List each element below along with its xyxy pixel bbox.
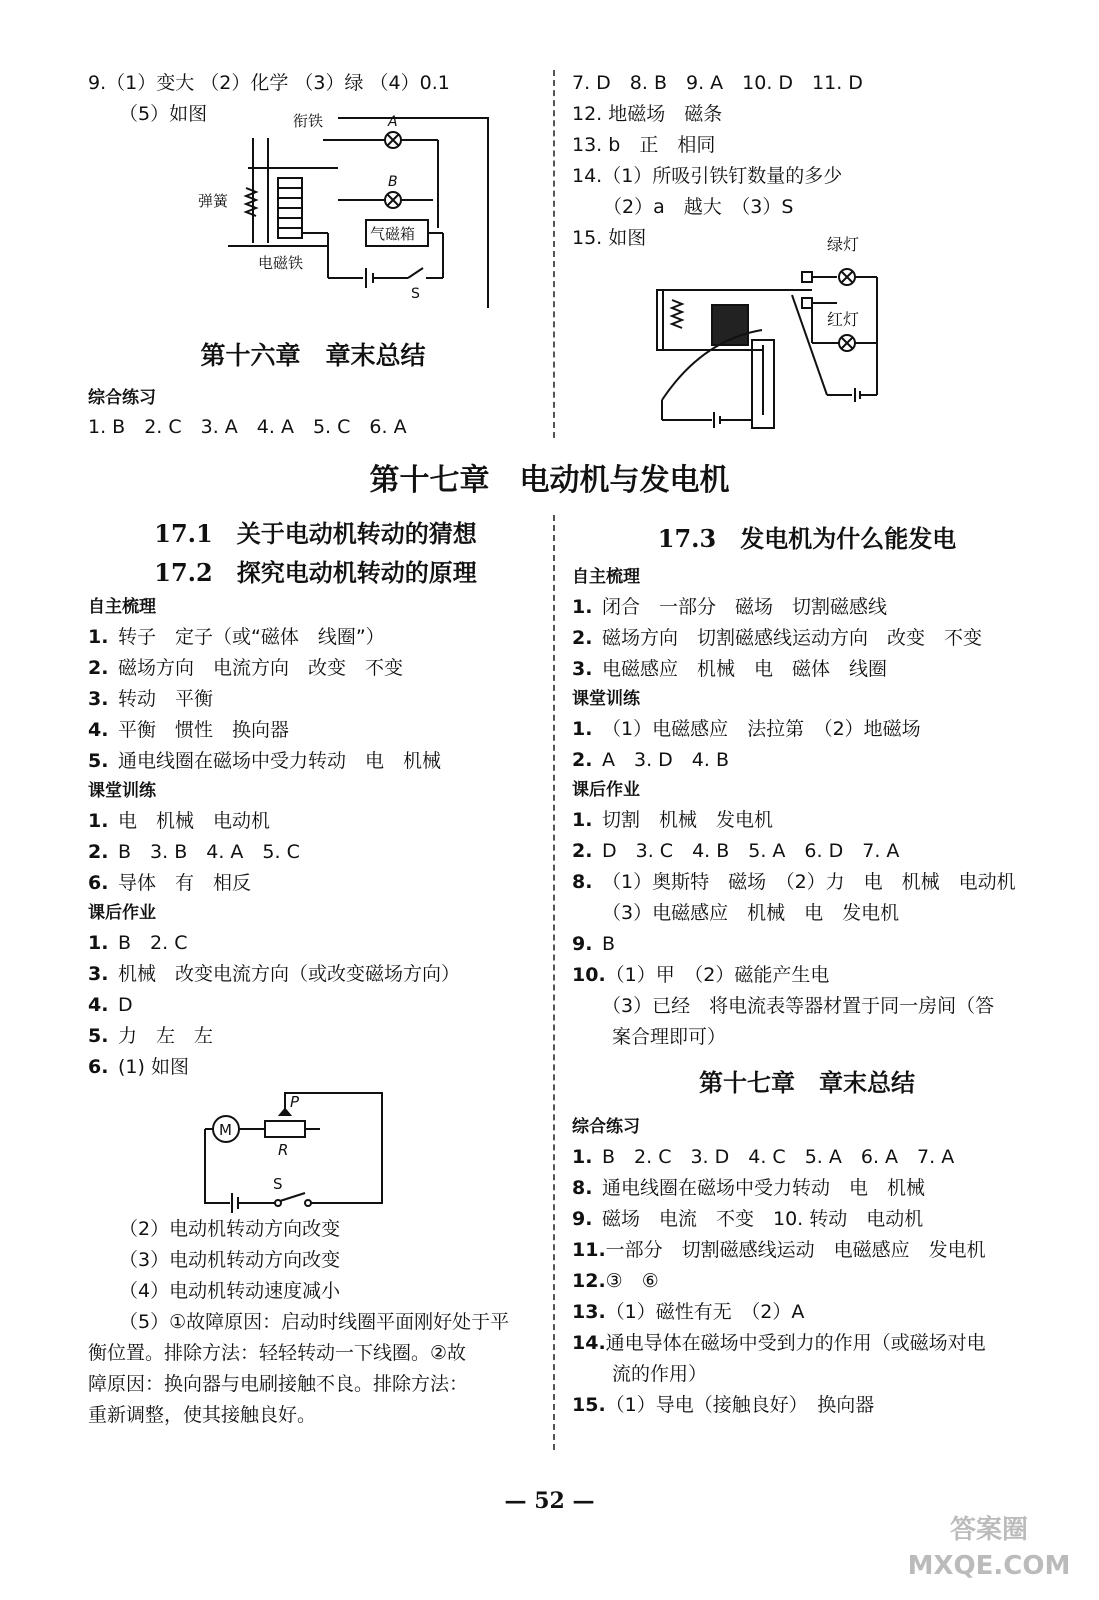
fig6-motor-label: M [219,1121,232,1139]
fig6-p-label: P [290,1093,300,1111]
list-item: （3）电磁感应 机械 电 发电机 [602,902,900,924]
chapter17-summary-title: 第十七章 章末总结 [699,1068,915,1097]
list-item: 11.一部分 切割磁感线运动 电磁感应 发电机 [572,1239,986,1261]
fig9-lamp-b-label: B [388,174,398,190]
column-divider-top [553,70,555,438]
list-item: 12.③ ⑥ [572,1270,659,1292]
top-left-block [88,68,538,438]
list-item: 1. 切割 机械 发电机 [572,809,774,831]
q6-part5-line4: 重新调整，使其接触良好。 [88,1404,317,1426]
list-item: 5. 通电线圈在磁场中受力转动 电 机械 [88,750,442,772]
list-item: 案合理即可） [612,1026,727,1048]
list-item: （3）已经 将电流表等器材置于同一房间（答 [602,995,995,1017]
list-item: 1. 闭合 一部分 磁场 切割磁感线 [572,596,888,618]
right-ketang-heading: 课堂训练 [572,689,640,709]
list-item: 2. A 3. D 4. B [572,749,729,771]
list-item: 15.（1）导电（接触良好） 换向器 [572,1394,875,1416]
tr-line-2: 13. b 正 相同 [572,134,716,156]
list-item: 2. D 3. C 4. B 5. A 6. D 7. A [572,840,900,862]
top-right-block [572,68,1052,329]
list-item: 14.通电导体在磁场中受到力的作用（或磁场对电 [572,1332,986,1354]
fig6-s-label: S [273,1175,283,1193]
left-zizhu-heading: 自主梳理 [88,597,156,617]
section-17-3-title: 17.3 发电机为什么能发电 [657,524,957,553]
list-item: 10.（1）甲 （2）磁能产生电 [572,964,830,986]
q6-part5-line3: 障原因：换向器与电刷接触不良。排除方法： [88,1373,469,1395]
list-item: 2. 磁场方向 电流方向 改变 不变 [88,657,404,679]
tr-line-1: 12. 地磁场 磁条 [572,103,723,125]
q6-part4: （4）电动机转动速度减小 [119,1280,341,1302]
fig9-switch-label: S [411,286,420,302]
list-item: 1. B 2. C 3. D 4. C 5. A 6. A 7. A [572,1146,955,1168]
fig15-green-label: 绿灯 [827,235,860,254]
q9-line2: （5）如图 [119,103,208,125]
fig15-red-label: 红灯 [827,310,860,329]
page-number: — 52 — [504,1488,595,1514]
list-item: 1. 电 机械 电动机 [88,810,271,832]
list-item: 6. (1) 如图 [88,1056,189,1078]
fig6-r-label: R [278,1141,289,1159]
motor-circuit-figure [200,1089,400,1214]
list-item: 5. 力 左 左 [88,1025,214,1047]
right-zonghe-heading: 综合练习 [572,1117,640,1137]
q6-part3: （3）电动机转动方向改变 [119,1249,341,1271]
list-item: 8. 通电线圈在磁场中受力转动 电 机械 [572,1177,926,1199]
list-item: 9. B [572,933,616,955]
q6-part5-line1: （5）①故障原因：启动时线圈平面刚好处于平 [119,1311,510,1333]
watermark-logo: 答案圈 MXQE.COM [907,1515,1071,1581]
tr-line-3: 14.（1）所吸引铁钉数量的多少 [572,165,843,187]
chapter17-title: 第十七章 电动机与发电机 [369,463,730,498]
list-item: 3. 机械 改变电流方向（或改变磁场方向） [88,963,461,985]
list-item: 1. （1）电磁感应 法拉第 （2）地磁场 [572,718,921,740]
list-item: 2. 磁场方向 切割磁感线运动方向 改变 不变 [572,627,983,649]
chapter16-summary-title: 第十六章 章末总结 [200,341,426,370]
section-17-1-title: 17.1 关于电动机转动的猜想 [154,519,477,548]
column-divider-bottom [553,515,555,1450]
list-item: 流的作用） [612,1363,708,1385]
list-item: 4. D [88,994,133,1016]
fig9-armature-label: 衔铁 [293,112,324,130]
tr-line-4: （2）a 越大 （3）S [603,196,794,218]
list-item: 1. B 2. C [88,932,188,954]
right-kehou-heading: 课后作业 [572,780,640,800]
chapter16-answers: 1. B 2. C 3. A 4. A 5. C 6. A [88,416,407,438]
list-item: 1. 转子 定子（或“磁体 线圈”） [88,626,385,648]
section-17-1-2 [88,515,543,1431]
list-item: 4. 平衡 惯性 换向器 [88,719,290,741]
left-kehou-heading: 课后作业 [88,903,156,923]
fig9-electromagnet-label: 电磁铁 [258,254,304,272]
list-item: 3. 电磁感应 机械 电 磁体 线圈 [572,658,888,680]
list-item: 8. （1）奥斯特 磁场 （2）力 电 机械 电动机 [572,871,1016,893]
q6-part2: （2）电动机转动方向改变 [119,1218,341,1240]
tr-line-5: 15. 如图 [572,227,647,249]
list-item: 6. 导体 有 相反 [88,872,252,894]
temperature-alarm-figure [652,230,892,430]
fig9-gasbox-label: 气磁箱 [370,225,416,243]
list-item: 2. B 3. B 4. A 5. C [88,841,300,863]
right-zizhu-heading: 自主梳理 [572,567,640,587]
q6-part5-line2: 衡位置。排除方法：轻轻转动一下线圈。②故 [88,1342,467,1364]
fig9-spring-label: 弹簧 [198,192,229,210]
section-17-2-title: 17.2 探究电动机转动的原理 [154,558,477,587]
list-item: 9. 磁场 电流 不变 10. 转动 电动机 [572,1208,924,1230]
section-17-3 [572,515,1042,1421]
list-item: 3. 转动 平衡 [88,688,214,710]
fig9-lamp-a-label: A [388,114,398,130]
tr-line-0: 7. D 8. B 9. A 10. D 11. D [572,72,863,94]
left-ketang-heading: 课堂训练 [88,781,156,801]
chapter16-practice-heading: 综合练习 [88,388,156,408]
list-item: 13.（1）磁性有无 （2）A [572,1301,805,1323]
relay-circuit-figure [198,108,498,302]
q9-line1: 9.（1）变大 （2）化学 （3）绿 （4）0.1 [88,72,450,94]
